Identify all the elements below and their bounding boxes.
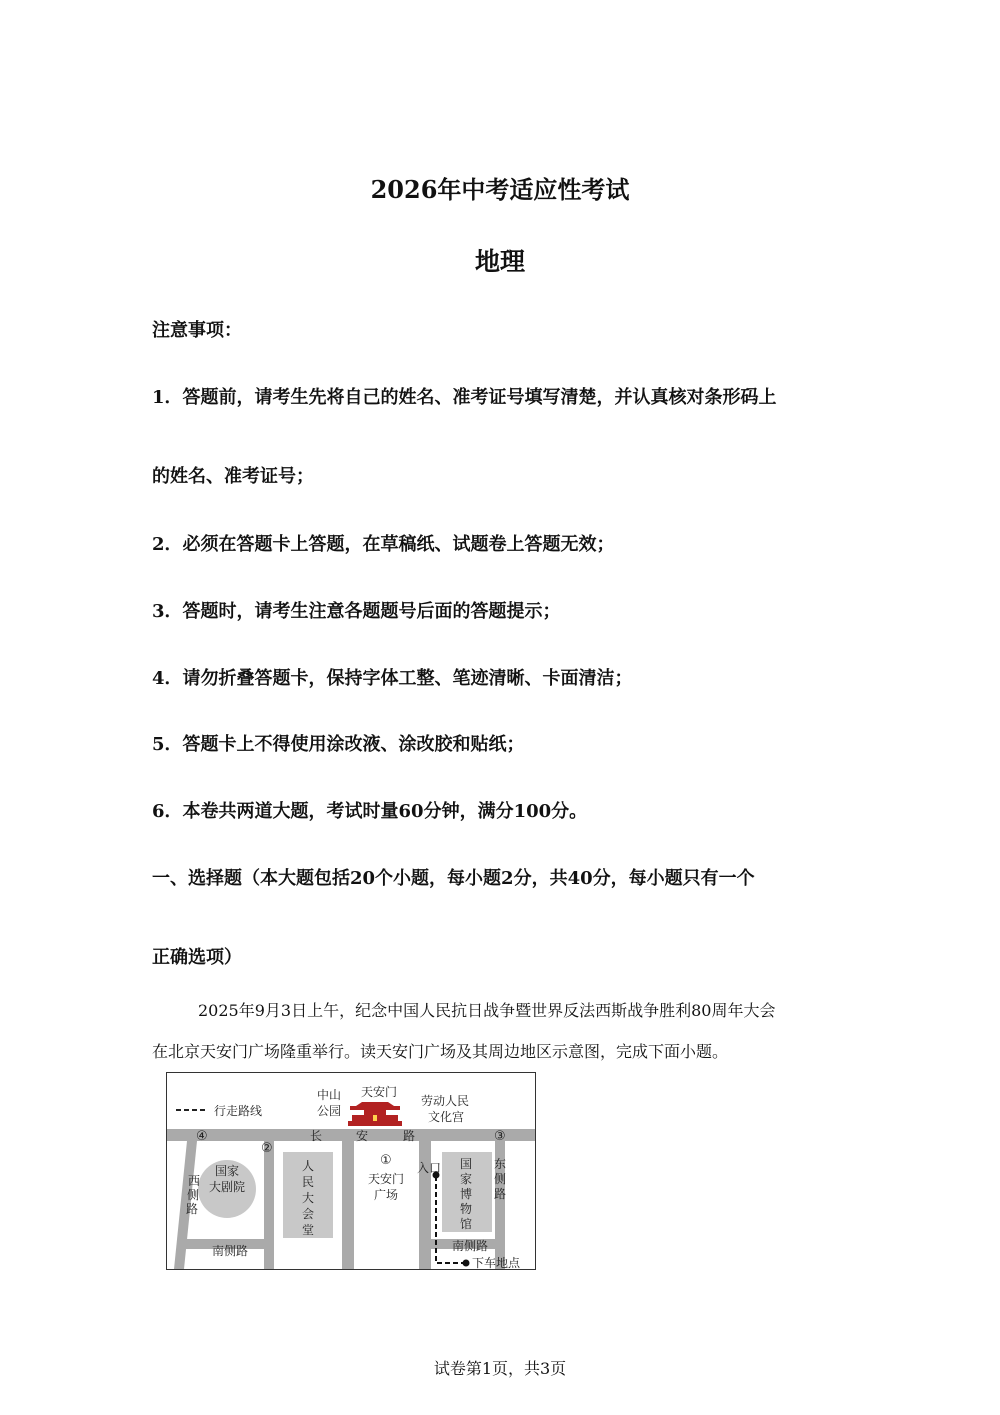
page-footer: 试卷第1页，共3页 <box>433 1359 567 1378</box>
museum-label-1: 国 <box>460 1157 473 1171</box>
changan-road-label-2: 安 <box>356 1129 369 1143</box>
road-left-of-square <box>342 1141 354 1269</box>
changan-road-label-1: 长 <box>310 1129 323 1143</box>
west-road-label-2: 侧 <box>187 1188 200 1202</box>
section-1-heading-line-2: 正确选项） <box>152 947 242 968</box>
note-item-6: 6．本卷共两道大题，考试时量60分钟，满分100分。 <box>152 801 588 822</box>
great-hall-label-5: 堂 <box>302 1223 315 1237</box>
south-road-left-label: 南侧路 <box>212 1244 249 1258</box>
note-item-1-line-2: 的姓名、准考证号； <box>152 466 314 487</box>
dropoff-dot <box>463 1260 470 1267</box>
great-hall-label-2: 民 <box>302 1175 315 1189</box>
square-label-2: 广场 <box>374 1188 399 1202</box>
passage-line-1: 2025年9月3日上午，纪念中国人民抗日战争暨世界反法西斯战争胜利80周年大会 <box>198 1001 776 1020</box>
square-label-1: 天安门 <box>368 1172 405 1186</box>
great-hall-label-4: 会 <box>302 1207 315 1221</box>
dropoff-label: 下车地点 <box>472 1256 521 1270</box>
zhongshan-park-label-2: 公园 <box>317 1104 342 1118</box>
tiananmen-label: 天安门 <box>361 1085 398 1099</box>
note-item-3: 3．答题时，请考生注意各题题号后面的答题提示； <box>152 601 561 622</box>
great-hall-label-1: 人 <box>302 1159 315 1173</box>
zhongshan-park-label-1: 中山 <box>317 1088 342 1102</box>
marker-2: ② <box>261 1141 273 1156</box>
exam-subject: 地理 <box>474 247 525 276</box>
east-road-label-3: 路 <box>494 1187 507 1201</box>
museum-label-4: 物 <box>460 1202 473 1216</box>
notes-heading: 注意事项： <box>152 320 242 341</box>
south-road-right-label: 南侧路 <box>452 1239 489 1253</box>
note-item-2: 2．必须在答题卡上答题，在草稿纸、试题卷上答题无效； <box>152 534 615 555</box>
passage-line-2: 在北京天安门广场隆重举行。读天安门广场及其周边地区示意图，完成下面小题。 <box>152 1042 729 1061</box>
museum-label-5: 馆 <box>460 1217 473 1231</box>
museum-label-2: 家 <box>460 1172 473 1186</box>
marker-1: ① <box>380 1153 392 1168</box>
marker-3: ③ <box>494 1129 506 1144</box>
theatre-label-1: 国家 <box>215 1164 240 1178</box>
west-road-label-3: 路 <box>186 1202 199 1216</box>
tiananmen-area-map <box>166 1072 536 1270</box>
note-item-4: 4．请勿折叠答题卡，保持字体工整、笔迹清晰、卡面清洁； <box>152 668 633 689</box>
museum-label-3: 博 <box>460 1187 473 1201</box>
legend-walk-label: 行走路线 <box>214 1104 263 1118</box>
east-road-label-2: 侧 <box>494 1172 507 1186</box>
entrance-label: 入口 <box>417 1161 442 1175</box>
theatre-label-2: 大剧院 <box>209 1180 246 1194</box>
note-item-1-line-1: 1．答题前，请考生先将自己的姓名、准考证号填写清楚，并认真核对条形码上 <box>152 387 777 408</box>
cultural-palace-label-1: 劳动人民 <box>421 1094 470 1108</box>
road-left-of-hall <box>264 1141 274 1269</box>
cultural-palace-label-2: 文化宫 <box>428 1110 465 1124</box>
note-item-5: 5．答题卡上不得使用涂改液、涂改胶和贴纸； <box>152 734 525 755</box>
exam-title: 2026年中考适应性考试 <box>370 175 630 204</box>
east-road-label-1: 东 <box>494 1157 507 1171</box>
marker-4: ④ <box>196 1129 208 1144</box>
changan-road-label-3: 路 <box>403 1129 416 1143</box>
section-1-heading-line-1: 一、选择题（本大题包括20个小题，每小题2分，共40分，每小题只有一个 <box>152 868 755 889</box>
changan-road <box>167 1129 535 1141</box>
great-hall-label-3: 大 <box>302 1191 315 1205</box>
west-road-label-1: 西 <box>188 1174 201 1188</box>
